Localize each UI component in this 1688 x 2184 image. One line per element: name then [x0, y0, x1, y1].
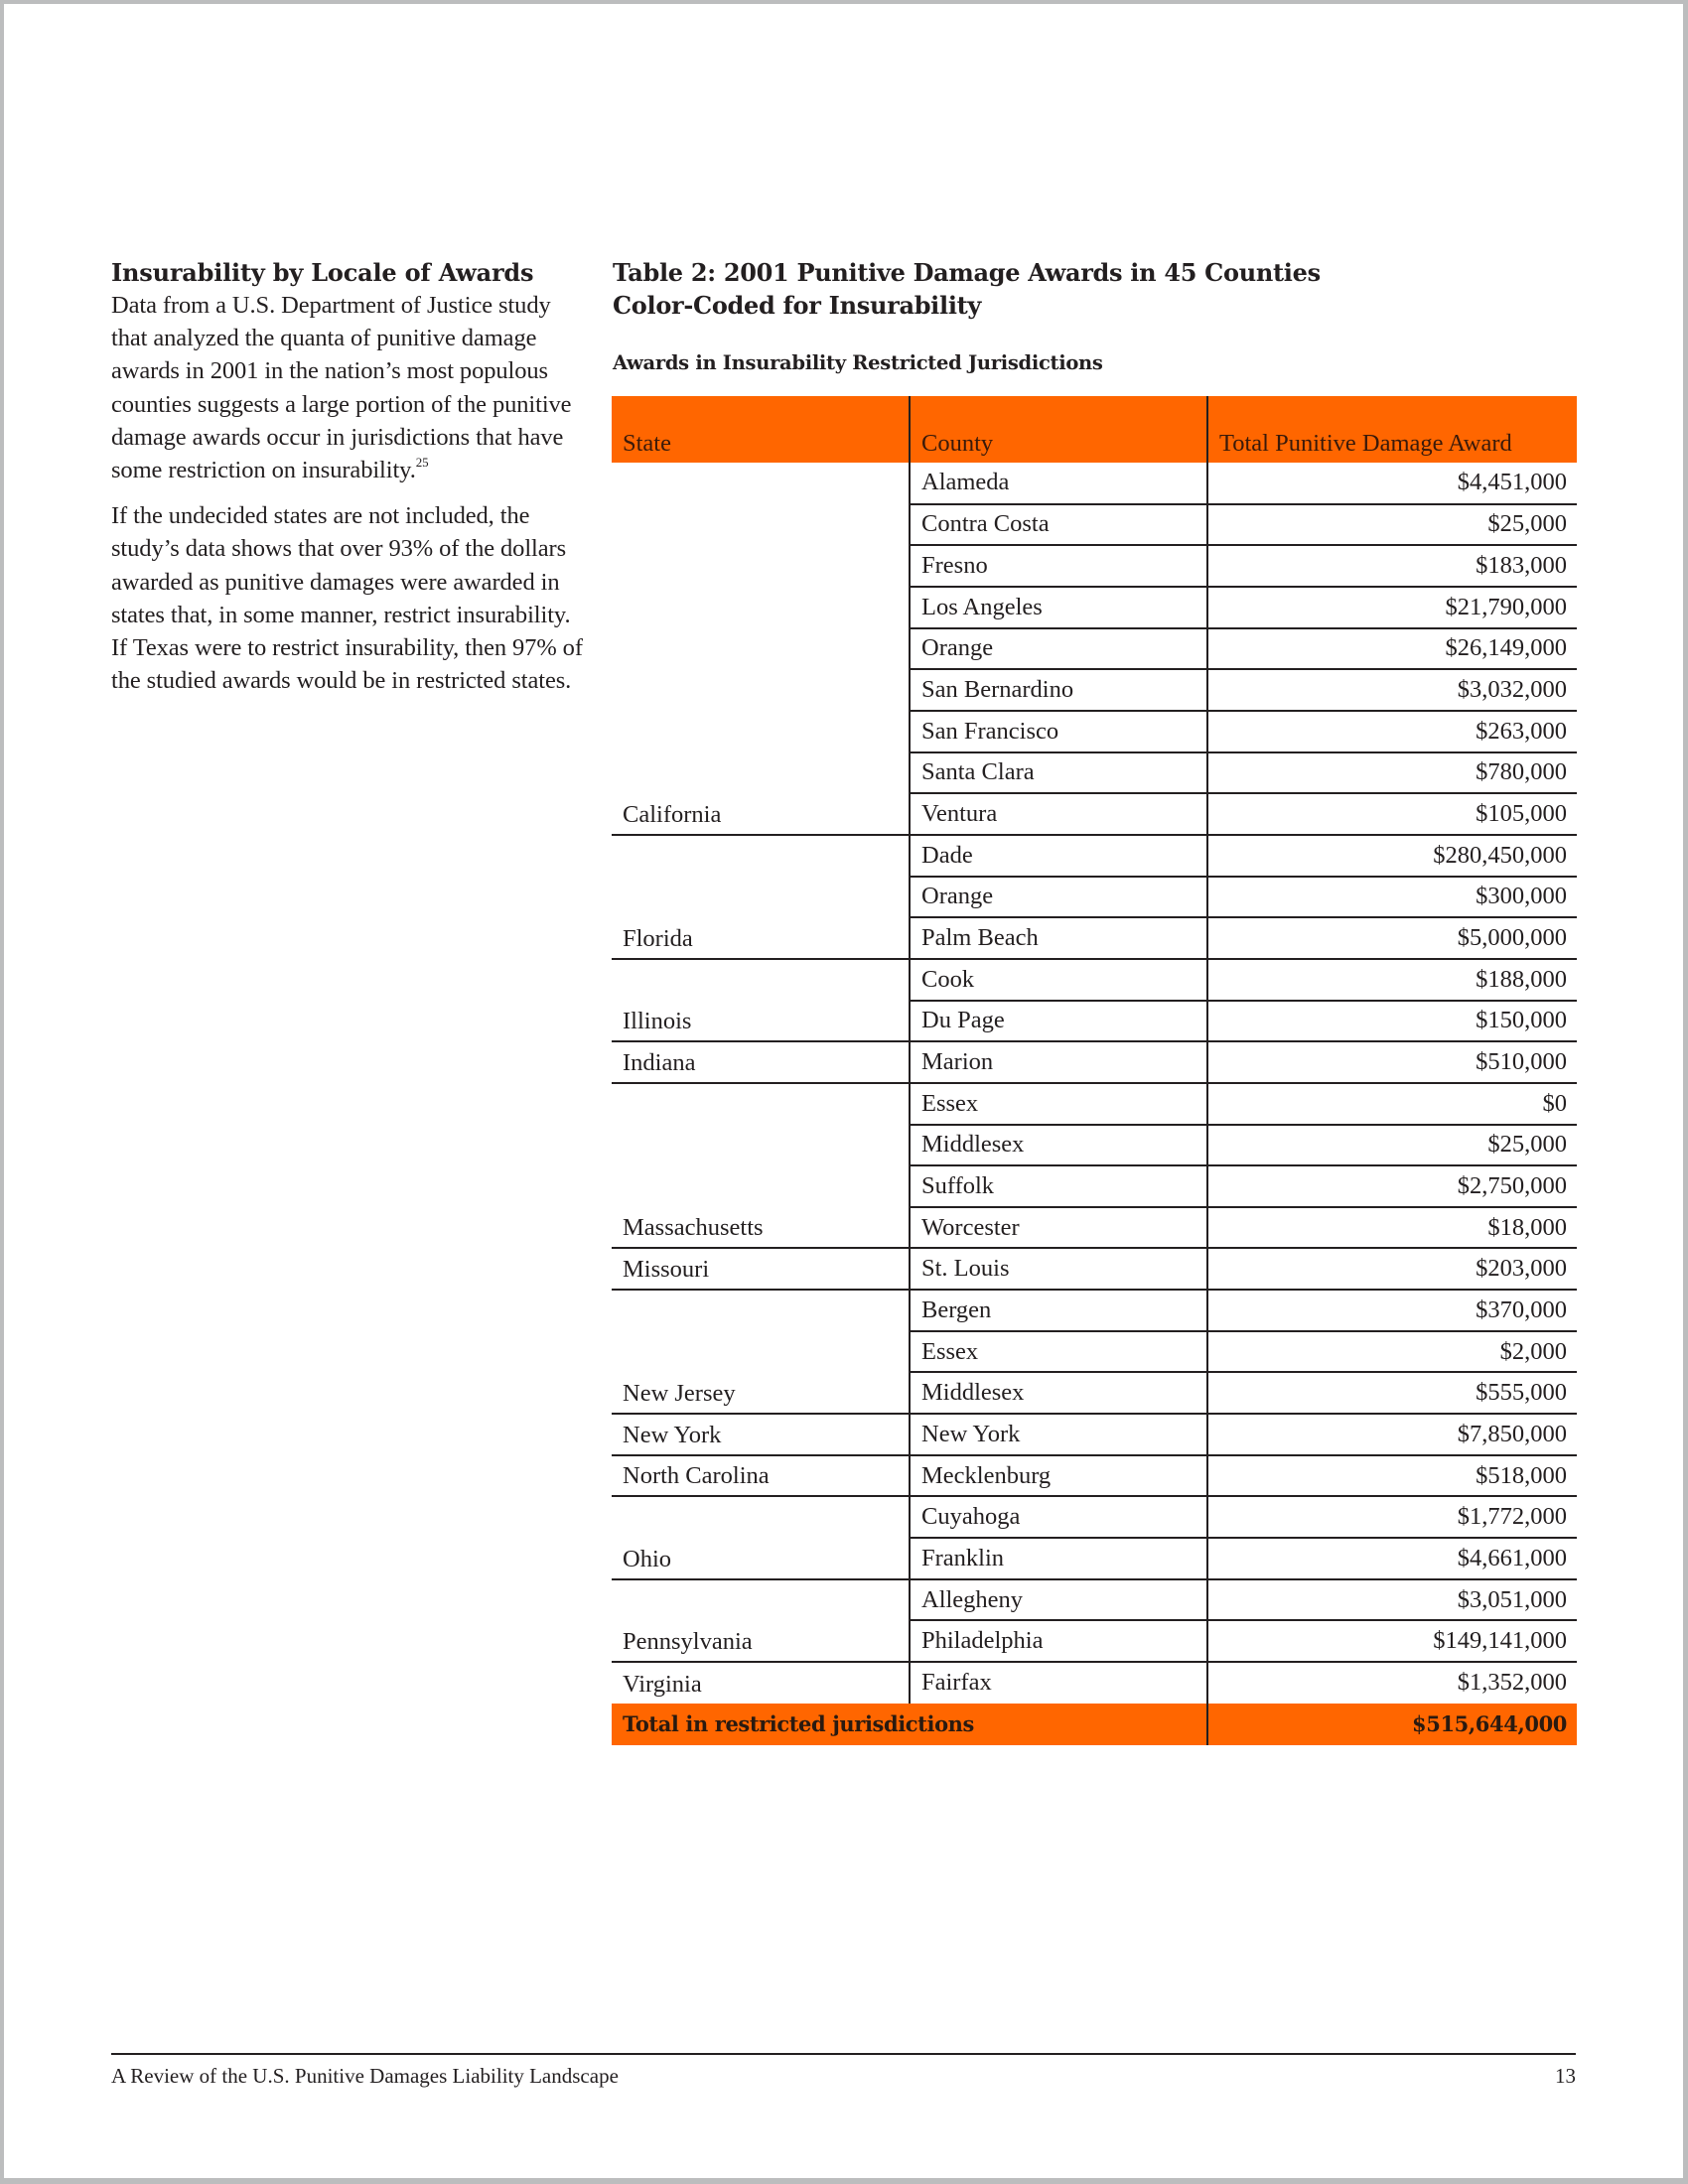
table-subtitle: Awards in Insurability Restricted Jurisdictions: [613, 351, 1103, 374]
county-cell: San Bernardino: [910, 669, 1207, 711]
state-cell: Pennsylvania: [612, 1579, 910, 1662]
award-cell: $510,000: [1207, 1041, 1577, 1083]
county-cell: New York: [910, 1414, 1207, 1455]
sidebar-text-column: [111, 256, 588, 697]
award-cell: $518,000: [1207, 1455, 1577, 1497]
table-row: [612, 463, 1577, 504]
county-cell: Fairfax: [910, 1662, 1207, 1704]
column-header-state: State: [612, 396, 910, 463]
state-cell: Indiana: [612, 1041, 910, 1083]
state-cell: Florida: [612, 835, 910, 959]
table-row: [612, 1041, 1577, 1083]
award-cell: $203,000: [1207, 1248, 1577, 1290]
county-cell: Worcester: [910, 1207, 1207, 1249]
award-cell: $26,149,000: [1207, 628, 1577, 670]
footer-page-number: 13: [1555, 2064, 1576, 2088]
total-row: [612, 1704, 1577, 1745]
table-title: [613, 256, 1578, 322]
county-cell: Alameda: [910, 463, 1207, 504]
award-cell: $150,000: [1207, 1001, 1577, 1042]
county-cell: Palm Beach: [910, 917, 1207, 959]
state-cell: California: [612, 463, 910, 835]
table-body: [612, 463, 1577, 1704]
county-cell: Orange: [910, 877, 1207, 918]
award-cell: $7,850,000: [1207, 1414, 1577, 1455]
county-cell: Dade: [910, 835, 1207, 877]
state-cell: Illinois: [612, 959, 910, 1041]
award-cell: $1,772,000: [1207, 1496, 1577, 1538]
county-cell: Contra Costa: [910, 504, 1207, 546]
table-header-row: [612, 396, 1577, 463]
footer-divider: [111, 2053, 1576, 2055]
table-row: [612, 1662, 1577, 1704]
county-cell: St. Louis: [910, 1248, 1207, 1290]
county-cell: Ventura: [910, 793, 1207, 835]
table-title-line-1: Table 2: 2001 Punitive Damage Awards in 45 Counties: [613, 258, 1321, 287]
award-cell: $2,750,000: [1207, 1165, 1577, 1207]
footer-document-title: A Review of the U.S. Punitive Damages Liability Landscape: [111, 2064, 619, 2088]
state-cell: North Carolina: [612, 1455, 910, 1497]
awards-table: [612, 396, 1577, 1745]
state-cell: New York: [612, 1414, 910, 1455]
table-row: [612, 959, 1577, 1001]
award-cell: $2,000: [1207, 1331, 1577, 1373]
county-cell: Los Angeles: [910, 587, 1207, 628]
award-cell: $263,000: [1207, 711, 1577, 752]
footnote-ref[interactable]: 25: [415, 455, 429, 471]
county-cell: Allegheny: [910, 1579, 1207, 1621]
award-cell: $3,032,000: [1207, 669, 1577, 711]
table-subtitle-wrap: [613, 350, 1103, 376]
county-cell: Middlesex: [910, 1125, 1207, 1166]
award-cell: $25,000: [1207, 1125, 1577, 1166]
county-cell: Cook: [910, 959, 1207, 1001]
award-cell: $370,000: [1207, 1290, 1577, 1331]
award-cell: $5,000,000: [1207, 917, 1577, 959]
award-cell: $280,450,000: [1207, 835, 1577, 877]
award-cell: $149,141,000: [1207, 1620, 1577, 1662]
county-cell: Santa Clara: [910, 752, 1207, 794]
county-cell: Marion: [910, 1041, 1207, 1083]
award-cell: $188,000: [1207, 959, 1577, 1001]
county-cell: Bergen: [910, 1290, 1207, 1331]
award-cell: $183,000: [1207, 545, 1577, 587]
award-cell: $555,000: [1207, 1372, 1577, 1414]
county-cell: Du Page: [910, 1001, 1207, 1042]
table-row: [612, 1579, 1577, 1621]
county-cell: Orange: [910, 628, 1207, 670]
award-cell: $25,000: [1207, 504, 1577, 546]
award-cell: $18,000: [1207, 1207, 1577, 1249]
column-header-award: Total Punitive Damage Award: [1207, 396, 1577, 463]
county-cell: San Francisco: [910, 711, 1207, 752]
award-cell: $4,451,000: [1207, 463, 1577, 504]
column-header-county: County: [910, 396, 1207, 463]
table-row: [612, 835, 1577, 877]
county-cell: Middlesex: [910, 1372, 1207, 1414]
county-cell: Suffolk: [910, 1165, 1207, 1207]
table-row: [612, 1414, 1577, 1455]
table-title-line-2: Color-Coded for Insurability: [613, 291, 982, 320]
county-cell: Fresno: [910, 545, 1207, 587]
body-paragraph-2: If the undecided states are not included, the study’s data shows that over 93% of the dollars awarded as punitive damages were awarded in states that, in some manner, restrict insurability. If Texas were to restrict insurability, then 97% of the studied awards would be in restricted states.: [111, 502, 583, 695]
county-cell: Mecklenburg: [910, 1455, 1207, 1497]
county-cell: Philadelphia: [910, 1620, 1207, 1662]
table-heading-block: [613, 256, 1578, 322]
table-row: [612, 1248, 1577, 1290]
award-cell: $21,790,000: [1207, 587, 1577, 628]
table-row: [612, 1496, 1577, 1538]
county-cell: Cuyahoga: [910, 1496, 1207, 1538]
table-row: [612, 1290, 1577, 1331]
award-cell: $300,000: [1207, 877, 1577, 918]
total-label: Total in restricted jurisdictions: [612, 1704, 1207, 1745]
state-cell: New Jersey: [612, 1290, 910, 1414]
award-cell: $0: [1207, 1083, 1577, 1125]
state-cell: Ohio: [612, 1496, 910, 1578]
county-cell: Essex: [910, 1331, 1207, 1373]
body-paragraph-1-text: Data from a U.S. Department of Justice study that analyzed the quanta of punitive damage awards in 2001 in the nation’s most populous counties suggests a large portion of the punitive damage awards occur in jurisdictions that have some restriction on insurability.: [111, 292, 572, 484]
table-row: [612, 1083, 1577, 1125]
body-paragraph-1: [111, 289, 588, 486]
county-cell: Essex: [910, 1083, 1207, 1125]
state-cell: Missouri: [612, 1248, 910, 1290]
total-value: $515,644,000: [1207, 1704, 1577, 1745]
award-cell: $105,000: [1207, 793, 1577, 835]
table-row: [612, 1455, 1577, 1497]
award-cell: $3,051,000: [1207, 1579, 1577, 1621]
county-cell: Franklin: [910, 1538, 1207, 1579]
award-cell: $1,352,000: [1207, 1662, 1577, 1704]
section-heading: Insurability by Locale of Awards: [111, 258, 534, 287]
award-cell: $780,000: [1207, 752, 1577, 794]
state-cell: Virginia: [623, 1670, 702, 1698]
award-cell: $4,661,000: [1207, 1538, 1577, 1579]
state-cell: Massachusetts: [612, 1083, 910, 1249]
